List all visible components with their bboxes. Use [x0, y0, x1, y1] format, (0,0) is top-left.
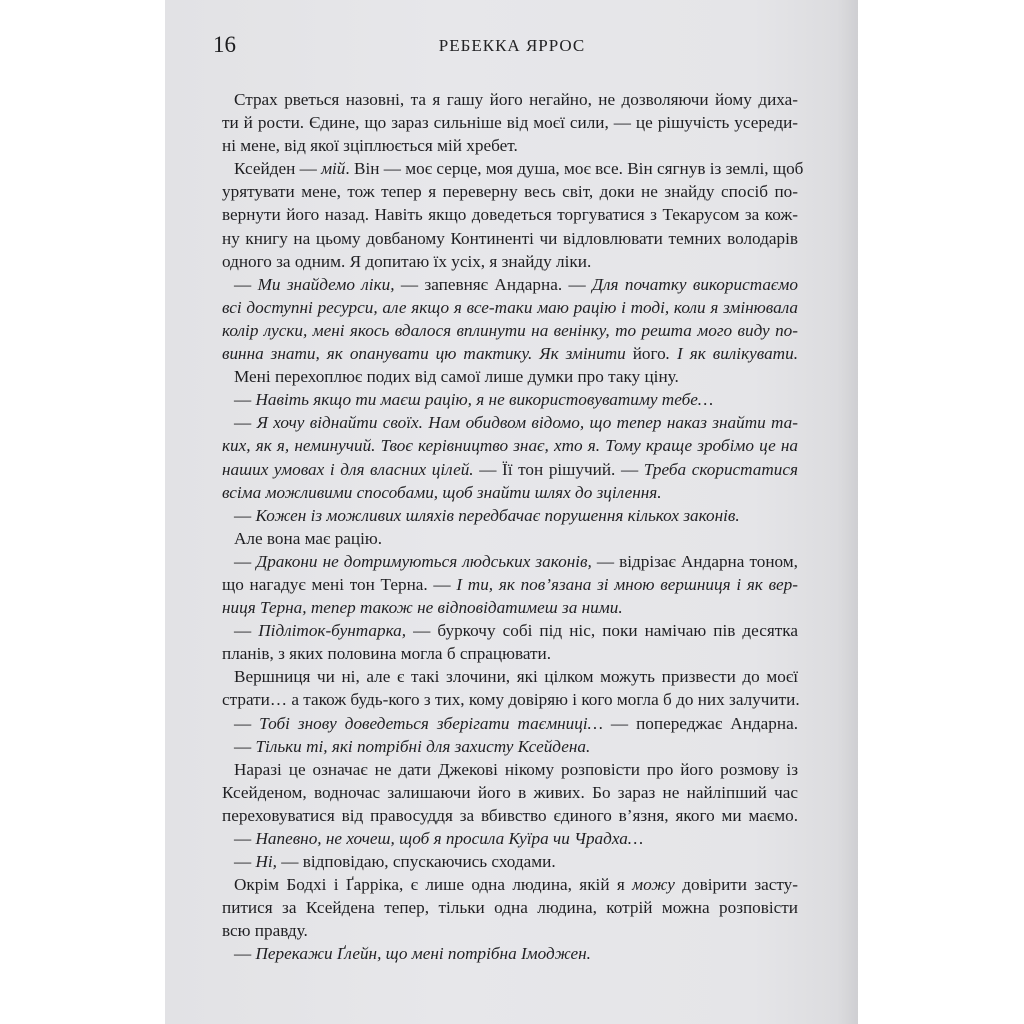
text-line: [222, 411, 798, 434]
text-segment: —: [234, 621, 259, 641]
text-line: [222, 319, 798, 342]
text-line: [222, 180, 798, 203]
text-line: [222, 896, 798, 919]
italic-text: Ні,: [255, 852, 277, 872]
text-segment: ти й рости. Єдине, що зараз сильніше від моєї сили, — це рішучість усереди-: [222, 113, 798, 133]
text-segment: переховуватися від правосуддя за вбивство єдиного в’язня, якого ми маємо.: [222, 805, 798, 825]
text-segment: —: [234, 413, 257, 433]
text-segment: довірити засту-: [674, 875, 799, 895]
text-segment: ну книгу на цьому довбаному Континенті чи відловлювати темних володарів: [222, 228, 798, 248]
text-line: [222, 758, 798, 781]
text-segment: —: [234, 551, 257, 571]
italic-text: ниця Терна, тепер також не відповідатимеш за ними.: [222, 598, 623, 618]
page-body-text: [222, 88, 804, 966]
italic-text: всіма можливими способами, щоб знайти шлях до зцілення.: [222, 482, 662, 502]
text-line: [222, 873, 798, 896]
italic-text: колір луски, мені якось вдалося вплинути на венінку, то решта мого виду по-: [222, 320, 798, 340]
italic-text: мій: [321, 159, 346, 179]
text-segment: —: [234, 713, 260, 733]
italic-text: Підліток-бунтарка,: [258, 621, 407, 641]
text-line: [222, 665, 798, 688]
text-segment: Окрім Бодхі і Ґарріка, є лише одна людина, якій я: [234, 875, 633, 895]
text-segment: Страх рветься назовні, та я гашу його негайно, не дозволяючи йому диха-: [234, 90, 798, 109]
text-line: [222, 481, 798, 504]
running-head: РЕБЕККА ЯРРОС: [438, 36, 586, 55]
italic-text: наших умовах і для власних цілей.: [222, 459, 474, 479]
text-line: [222, 781, 798, 804]
italic-text: Тільки ті, які потрібні для захисту Ксейдена.: [255, 736, 591, 756]
italic-text: Дракони не дотримуються людських законів,: [256, 551, 592, 571]
text-line: [222, 688, 798, 711]
text-line: [222, 250, 798, 273]
text-segment: — попереджає Андарна.: [602, 713, 798, 733]
text-line: [222, 919, 798, 942]
text-segment: Але вона має рацію.: [234, 528, 383, 548]
text-line: [222, 111, 798, 134]
italic-text: Кожен із можливих шляхів передбачає порушення кількох законів.: [255, 505, 740, 525]
italic-text: винна знати, як опанувати цю тактику. Як змінити: [222, 344, 633, 364]
italic-text: можу: [632, 875, 675, 895]
text-line: [222, 458, 798, 481]
text-line: [222, 203, 798, 226]
text-line: [222, 596, 798, 619]
text-segment: — відрізає Андарна тоном,: [591, 551, 798, 571]
italic-text: І ти, як пов’язана зі мною вершниця і як вер-: [456, 574, 798, 594]
text-segment: питися за Ксейдена тепер, тільки одна людина, котрій можна розповісти: [222, 898, 798, 918]
text-segment: —: [234, 274, 258, 294]
text-line: [222, 388, 798, 411]
text-segment: вернути його назад. Навіть якщо доведеться торгуватися з Текарусом за кож-: [222, 205, 798, 225]
text-line: [222, 504, 798, 527]
text-line: [222, 735, 798, 758]
text-segment: —: [234, 829, 256, 848]
text-segment: Ксейденом, водночас залишаючи його в живих. Бо зараз не найліпший час: [222, 782, 798, 802]
text-line: [222, 942, 798, 965]
italic-text: Ми знайдемо ліки,: [257, 274, 395, 294]
text-segment: страти… а також будь-кого з тих, кому довіряю і кого могла б до них залучити.: [222, 690, 800, 710]
text-segment: планів, з яких половина могла б спрацювати.: [222, 644, 552, 664]
text-segment: — Її тон рішучий. —: [473, 459, 644, 479]
text-segment: ні мене, від якої зціплюється мій хребет.: [222, 136, 518, 156]
text-segment: —: [234, 390, 256, 410]
text-line: [222, 712, 798, 735]
text-line: [222, 804, 798, 827]
text-line: [222, 157, 804, 180]
text-segment: —: [234, 944, 256, 964]
italic-text: Тобі знову доведеться зберігати таємниці…: [259, 713, 603, 733]
text-line: [222, 88, 798, 111]
text-segment: що нагадує мені тон Терна. —: [222, 574, 457, 594]
text-segment: — буркочу собі під ніс, поки намічаю пів десятка: [406, 621, 798, 641]
text-line: [222, 550, 798, 573]
text-line: [222, 619, 798, 642]
text-line: [222, 342, 798, 365]
text-segment: —: [234, 505, 256, 525]
text-segment: — запевняє Андарна. —: [394, 274, 593, 294]
text-line: [222, 827, 798, 850]
italic-text: ких, як я, неминучий. Твоє керівництво знає, хто я. Тому краще зробімо це на: [222, 436, 798, 456]
italic-text: Я хочу віднайти своїх. Нам обидвом відомо, що тепер наказ знайти та-: [256, 413, 799, 433]
page-number: 16: [213, 32, 236, 57]
italic-text: Напевно, не хочеш, щоб я просила Куїра чи Чрадха…: [255, 829, 644, 848]
text-line: [222, 273, 798, 296]
text-line: [222, 296, 798, 319]
italic-text: . І як вилікувати.: [665, 344, 798, 364]
text-segment: Вершниця чи ні, але є такі злочини, які цілком можуть призвести до моєї: [234, 667, 798, 687]
text-line: [222, 642, 798, 665]
text-segment: урятувати мене, тож тепер я переверну весь світ, доки не знайду спосіб по-: [222, 182, 798, 202]
italic-text: Для початку використаємо: [592, 274, 798, 294]
text-segment: Наразі це означає не дати Джекові нікому розповісти про його розмову із: [234, 759, 798, 779]
text-line: [222, 850, 798, 873]
text-segment: —: [234, 736, 256, 756]
italic-text: Навіть якщо ти маєш рацію, я не використовуватиму тебе…: [255, 390, 714, 410]
text-line: [222, 227, 798, 250]
italic-text: Перекажи Ґлейн, що мені потрібна Імоджен.: [255, 944, 591, 964]
italic-text: всі доступні ресурси, але якщо я все-таки маю рацію і тоді, коли я змінювала: [222, 297, 798, 317]
text-segment: одного за одним. Я допитаю їх усіх, я знайду ліки.: [222, 251, 592, 271]
text-segment: Мені перехоплює подих від самої лише думки про таку ціну.: [234, 367, 679, 387]
text-line: [222, 573, 798, 596]
text-segment: . Він — моє серце, моя душа, моє все. Він сягнув із землі, щоб: [345, 159, 804, 179]
text-line: [222, 527, 798, 550]
text-segment: —: [234, 852, 256, 872]
text-line: [222, 434, 798, 457]
italic-text: Треба скористатися: [643, 459, 799, 479]
text-segment: Ксейден —: [234, 159, 322, 179]
text-segment: — відповідаю, спускаючись сходами.: [276, 852, 556, 872]
text-line: [222, 365, 798, 388]
text-segment: його: [632, 344, 666, 364]
text-line: [222, 134, 798, 157]
text-segment: всю правду.: [222, 921, 308, 941]
